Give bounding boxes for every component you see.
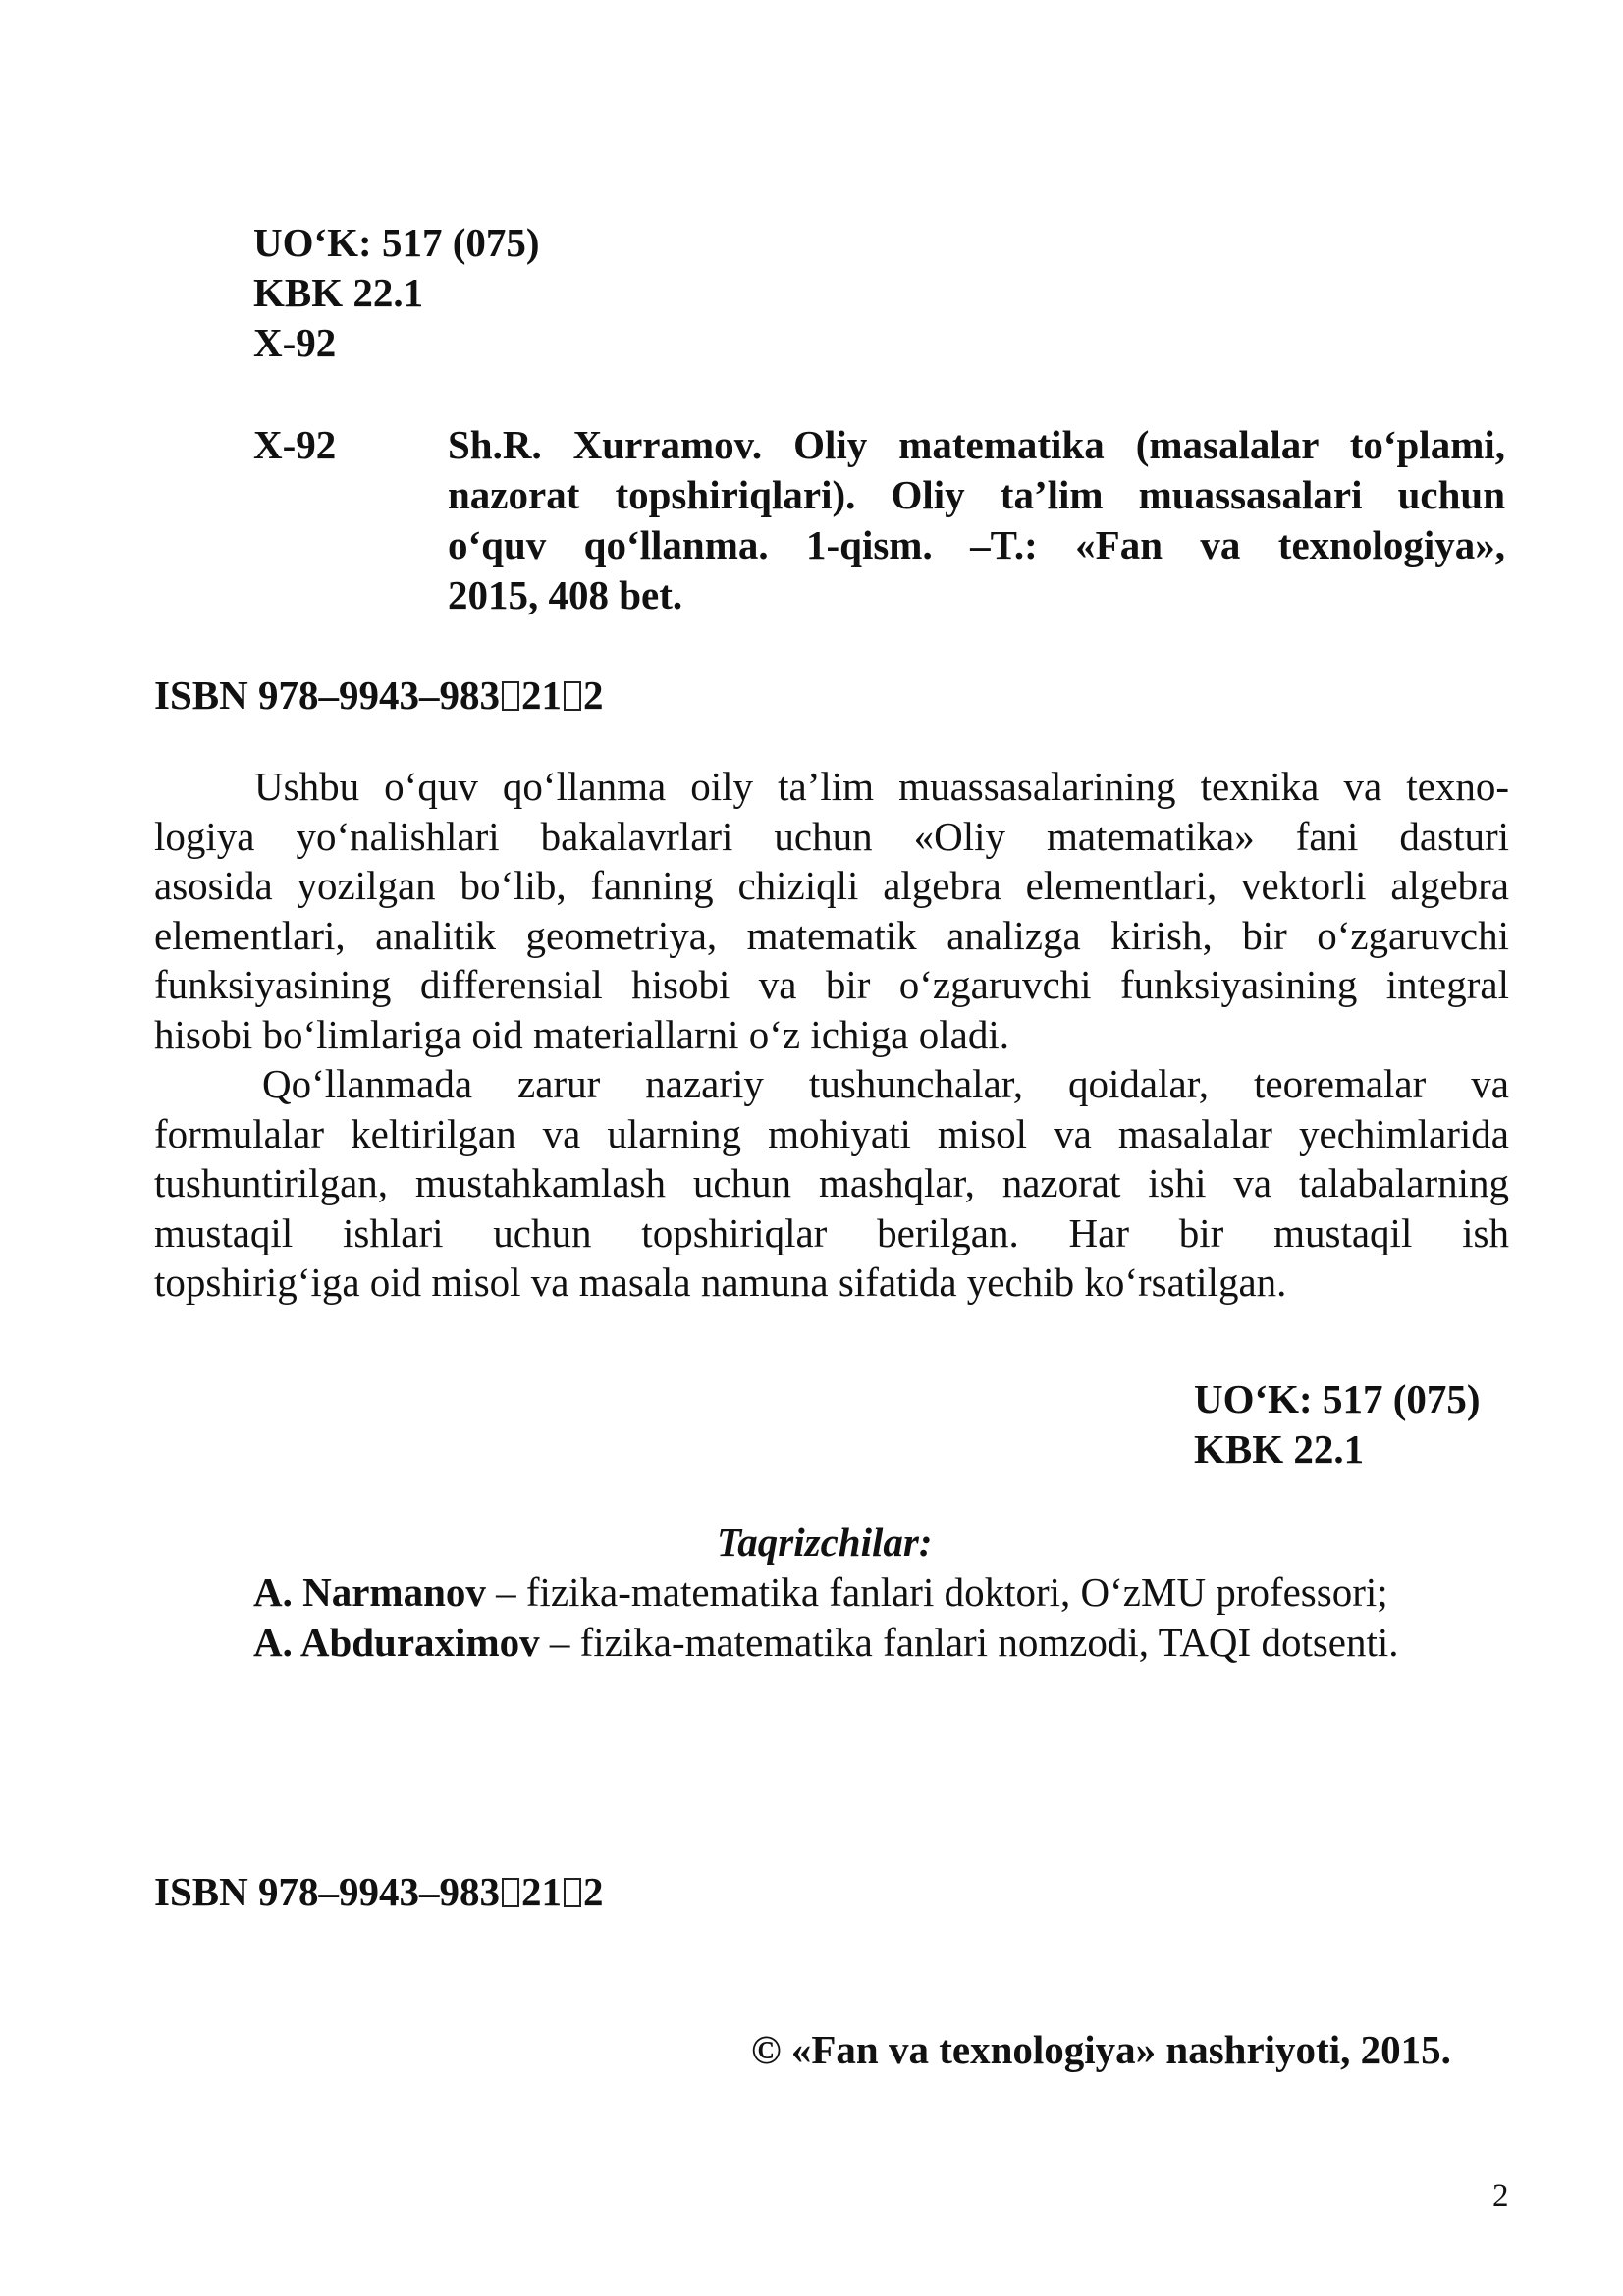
kbk-code-top: KBK 22.1	[253, 270, 424, 315]
reviewers-heading: Taqrizchilar:	[717, 1520, 933, 1565]
reviewer-name: A. Abduraximov	[253, 1620, 540, 1665]
isbn-part: 21	[520, 672, 562, 718]
isbn-part: ISBN 978–9943–983	[154, 672, 500, 718]
isbn-bottom	[154, 1867, 603, 1917]
isbn-part: 21	[520, 1869, 562, 1914]
reviewer-item	[253, 1568, 1388, 1618]
annotation-line: Qo‘llanmada zarur nazariy tushunchalar, qoidalar, teoremalar va	[262, 1061, 1509, 1106]
bib-line: o‘quv qo‘llanma. 1-qism. –T.: «Fan va texnologiya»,	[448, 522, 1505, 567]
annotation-line: Ushbu o‘quv qo‘llanma oily ta’lim muassasalarining texnika va texno-	[254, 764, 1509, 809]
reviewer-item	[253, 1618, 1399, 1668]
copyright: © «Fan va texnologiya» nashriyoti, 2015.	[751, 2027, 1451, 2072]
annotation-line: logiya yo‘nalishlari bakalavrlari uchun «Oliy matematika» fani dasturi	[154, 813, 1509, 859]
bibliographic-description	[448, 420, 1505, 620]
annotation-line: mustaqil ishlari uchun topshiriqlar berilgan. Har bir mustaqil ish	[154, 1209, 1509, 1255]
uok-code-right: UO‘K: 517 (075)	[1194, 1376, 1481, 1421]
annotation-line: elementlari, analitik geometriya, matematik analizga kirish, bir o‘zgaruvchi	[154, 912, 1509, 958]
kbk-code-right: KBK 22.1	[1194, 1426, 1365, 1471]
isbn-part: 2	[582, 1869, 604, 1914]
isbn-top	[154, 670, 603, 721]
missing-glyph-icon	[502, 681, 519, 711]
page-number: 2	[1492, 2178, 1509, 2214]
reviewer-description: – fizika-matematika fanlari doktori, O‘zMU professori;	[485, 1570, 1388, 1615]
isbn-part: ISBN 978–9943–983	[154, 1869, 500, 1914]
annotation-line: tushuntirilgan, mustahkamlash uchun mashqlar, nazorat ishi va talabalarning	[154, 1160, 1509, 1205]
missing-glyph-icon	[502, 1878, 519, 1907]
reviewer-name: A. Narmanov	[253, 1570, 486, 1615]
author-mark: X-92	[253, 422, 337, 467]
annotation-line: funksiyasining differensial hisobi va bir o‘zgaruvchi funksiyasining integral	[154, 962, 1509, 1007]
bib-line: Sh.R. Xurramov. Oliy matematika (masalalar to‘plami,	[448, 422, 1505, 467]
isbn-part: 2	[582, 672, 604, 718]
bib-line: nazorat topshiriqlari). Oliy ta’lim muassasalari uchun	[448, 472, 1505, 517]
missing-glyph-icon	[564, 1878, 581, 1907]
bib-line: 2015, 408 bet.	[448, 572, 683, 617]
author-mark-top: X-92	[253, 320, 337, 365]
annotation	[154, 762, 1509, 1308]
reviewer-description: – fizika-matematika fanlari nomzodi, TAQI dotsenti.	[539, 1620, 1399, 1665]
annotation-line: topshirig‘iga oid misol va masala namuna sifatida yechib ko‘rsatilgan.	[154, 1259, 1287, 1305]
missing-glyph-icon	[564, 681, 581, 711]
annotation-line: formulalar keltirilgan va ularning mohiyati misol va masalalar yechimlarida	[154, 1110, 1509, 1156]
annotation-line: asosida yozilgan bo‘lib, fanning chiziqli algebra elementlari, vektorli algebra	[154, 863, 1509, 908]
annotation-line: hisobi bo‘limlariga oid materiallarni o‘z ichiga oladi.	[154, 1011, 1009, 1057]
uok-code-top: UO‘K: 517 (075)	[253, 220, 540, 265]
